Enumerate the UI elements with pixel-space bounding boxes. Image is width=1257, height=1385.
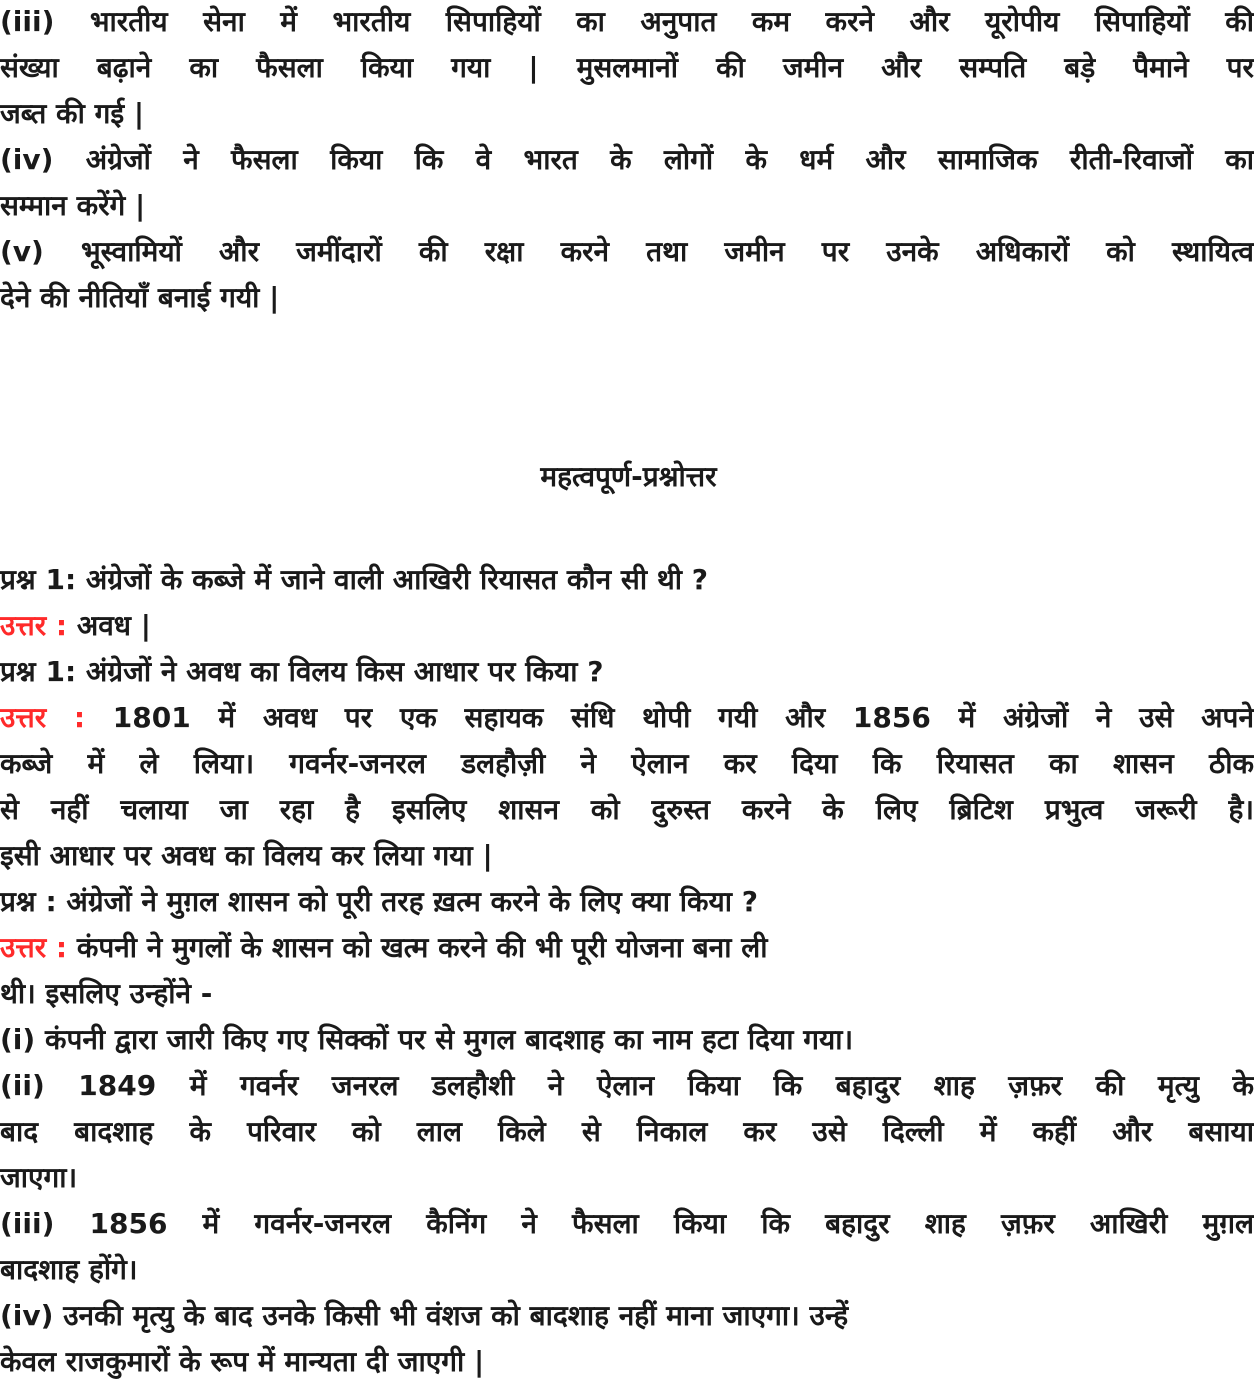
line-text: से नहीं चलाया जा रहा है इसलिए शासन को दुरुस्त करने के लिए ब्रिटिश प्रभुत्व जरूरी है। xyxy=(0,793,1254,826)
line-text: कंपनी ने मुगलों के शासन को खत्म करने की भी पूरी योजना बना ली xyxy=(67,931,768,964)
text-line xyxy=(0,1247,138,1293)
line-text: (i) कंपनी द्वारा जारी किए गए सिक्कों पर से मुगल बादशाह का नाम हटा दिया गया। xyxy=(0,1023,854,1056)
answer-line xyxy=(0,925,767,971)
line-text: सम्मान करेंगे | xyxy=(0,189,146,222)
text-line xyxy=(0,1109,1254,1155)
text-line xyxy=(0,1293,848,1339)
line-text: (iii) भारतीय सेना में भारतीय सिपाहियों का अनुपात कम करने और यूरोपीय सिपाहियों की xyxy=(0,5,1254,38)
text-line xyxy=(0,741,1254,787)
text-line xyxy=(0,879,758,925)
line-text: (v) भूस्वामियों और जमींदारों की रक्षा करने तथा जमीन पर उनके अधिकारों को स्थायित्व xyxy=(0,235,1254,268)
text-line xyxy=(0,1201,1254,1247)
line-text: जब्त की गई | xyxy=(0,97,145,130)
answer-label: उत्तर : xyxy=(0,609,68,642)
line-text: केवल राजकुमारों के रूप में मान्यता दी जाएगी | xyxy=(0,1345,485,1378)
line-text: जाएगा। xyxy=(0,1161,78,1194)
text-line xyxy=(0,557,708,603)
line-text: प्रश्न 1: अंग्रेजों के कब्जे में जाने वाली आखिरी रियासत कौन सी थी ? xyxy=(0,563,708,596)
text-line xyxy=(0,649,603,695)
text-line xyxy=(0,183,145,229)
line-text: 1801 में अवध पर एक सहायक संधि थोपी गयी और 1856 में अंग्रेजों ने उसे अपने xyxy=(85,701,1254,734)
line-text: (iv) अंग्रेजों ने फैसला किया कि वे भारत के लोगों के धर्म और सामाजिक रीती-रिवाजों का xyxy=(0,143,1254,176)
text-line xyxy=(0,1339,484,1385)
line-text: बाद बादशाह के परिवार को लाल किले से निकाल कर उसे दिल्ली में कहीं और बसाया xyxy=(0,1115,1254,1148)
line-text: थी। इसलिए उन्होंने - xyxy=(0,977,213,1010)
text-line xyxy=(0,91,144,137)
line-text: (iii) 1856 में गवर्नर-जनरल कैनिंग ने फैसला किया कि बहादुर शाह ज़फ़र आखिरी मुग़ल xyxy=(0,1207,1254,1240)
text-line xyxy=(0,1155,77,1201)
text-line xyxy=(0,833,493,879)
line-text: कब्जे में ले लिया। गवर्नर-जनरल डलहौज़ी ने ऐलान कर दिया कि रियासत का शासन ठीक xyxy=(0,747,1254,780)
answer-line xyxy=(0,603,151,649)
text-line xyxy=(0,0,1254,45)
text-line xyxy=(0,229,1254,275)
text-line xyxy=(0,971,212,1017)
line-text: प्रश्न : अंग्रेजों ने मुग़ल शासन को पूरी तरह ख़त्म करने के लिए क्या किया ? xyxy=(0,885,758,918)
line-text: इसी आधार पर अवध का विलय कर लिया गया | xyxy=(0,839,493,872)
line-text: बादशाह होंगे। xyxy=(0,1253,138,1286)
answer-label: उत्तर : xyxy=(0,701,86,734)
line-text: देने की नीतियाँ बनाई गयी | xyxy=(0,281,280,314)
section-heading: महत्वपूर्ण-प्रश्नोत्तर xyxy=(540,460,717,493)
text-line xyxy=(0,1017,853,1063)
line-text: (iv) उनकी मृत्यु के बाद उनके किसी भी वंशज को बादशाह नहीं माना जाएगा। उन्हें xyxy=(0,1299,849,1332)
line-text: अवध | xyxy=(67,609,151,642)
text-line xyxy=(0,1063,1254,1109)
answer-line xyxy=(0,695,1254,741)
line-text: संख्या बढ़ाने का फैसला किया गया | मुसलमानों की जमीन और सम्पति बड़े पैमाने पर xyxy=(0,51,1254,84)
text-line xyxy=(0,275,279,321)
answer-label: उत्तर : xyxy=(0,931,68,964)
text-line xyxy=(0,137,1254,183)
line-text: (ii) 1849 में गवर्नर जनरल डलहौशी ने ऐलान किया कि बहादुर शाह ज़फ़र की मृत्यु के xyxy=(0,1069,1254,1102)
line-text: प्रश्न 1: अंग्रेजों ने अवध का विलय किस आधार पर किया ? xyxy=(0,655,604,688)
text-line xyxy=(0,787,1254,833)
text-line xyxy=(0,45,1254,91)
